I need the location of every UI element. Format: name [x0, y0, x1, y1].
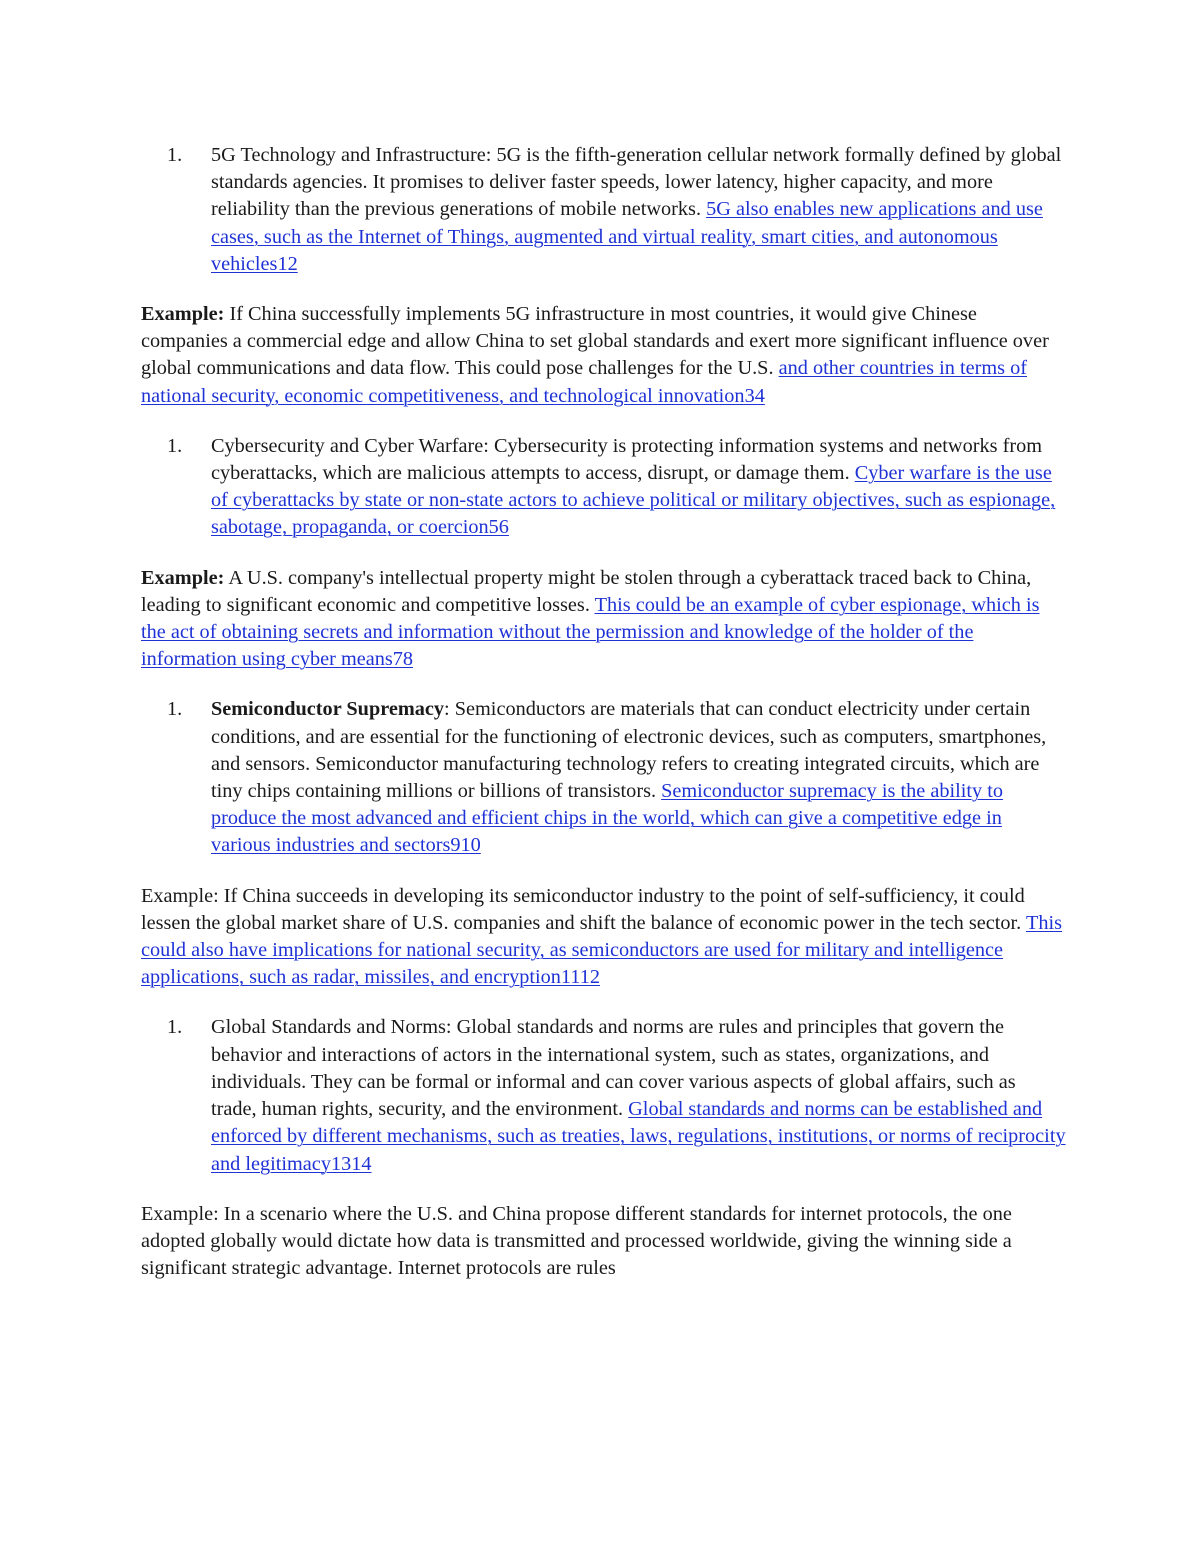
example-link-5g[interactable]: and other countries in terms of national security, economic competitiveness, and technological innovation34	[141, 357, 1027, 407]
term-cybersecurity: Cybersecurity and Cyber Warfare	[211, 434, 484, 457]
example-text: In a scenario where the U.S. and China propose different standards for internet protocols, the one adopted globally would dictate how data is transmitted and processed worldwide, giving the winning side a significant strategic advantage. Internet protocols are rules	[141, 1202, 1012, 1280]
example-link-cyber[interactable]: This could be an example of cyber espionage, which is the act of obtaining secrets and information without the permission and knowledge of the holder of the information using cyber means78	[141, 593, 1040, 671]
example-label: Example:	[141, 1202, 219, 1225]
example-label: Example:	[141, 884, 219, 907]
list-item-global-standards	[141, 1014, 1066, 1177]
example-paragraph-semiconductor	[141, 883, 1066, 992]
term-semiconductor: Semiconductor Supremacy	[211, 698, 445, 721]
list-item-text	[211, 433, 1066, 542]
list-item-text	[211, 1014, 1066, 1177]
example-paragraph-5g	[141, 301, 1066, 410]
term-global-standards: Global Standards and Norms	[211, 1016, 446, 1039]
example-text: If China succeeds in developing its semiconductor industry to the point of self-sufficiency, it could lessen the global market share of U.S. companies and shift the balance of economic power in the tech sector.	[141, 884, 1026, 934]
list-number: 1.	[167, 144, 183, 166]
example-paragraph-global-standards	[141, 1201, 1066, 1283]
example-text: A U.S. company's intellectual property might be stolen through a cyberattack traced back to China, leading to significant economic and competitive losses.	[141, 566, 1032, 616]
list-item-cybersecurity	[141, 433, 1066, 542]
example-label: Example:	[141, 303, 225, 326]
list-number: 1.	[167, 1016, 183, 1039]
citation-link-5g[interactable]: 5G also enables new applications and use cases, such as the Internet of Things, augmented and virtual reality, smart cities, and autonomous vehicles12	[211, 198, 1043, 275]
term-5g: 5G Technology and Infrastructure	[211, 144, 486, 166]
example-text: If China successfully implements 5G infrastructure in most countries, it would give Chinese companies a commercial edge and allow China to set global standards and exert more significant influence over global communications and data flow. This could pose challenges for the U.S.	[141, 303, 1049, 380]
description-global-standards: : Global standards and norms are rules and principles that govern the behavior and interactions of actors in the international system, such as states, organizations, and individuals. They can be formal or informal and can cover various aspects of global affairs, such as trade, human rights, security, and the environment.	[211, 1016, 1016, 1121]
citation-link-cyber-warfare[interactable]: Cyber warfare is the use of cyberattacks by state or non-state actors to achieve political or military objectives, such as espionage, sabotage, propaganda, or coercion56	[211, 462, 1056, 539]
example-label: Example:	[141, 566, 225, 589]
description-semiconductor: : Semiconductors are materials that can conduct electricity under certain conditions, and are essential for the functioning of electronic devices, such as computers, smartphones, and sensors. Semiconductor manufacturing technology refers to creating integrated circuits, which are tiny chips containing millions or billions of transistors.	[211, 698, 1047, 803]
document-body	[141, 142, 1066, 1282]
list-number: 1.	[167, 434, 183, 457]
description-5g: : 5G is the fifth-generation cellular network formally defined by global standards agencies. It promises to deliver faster speeds, lower latency, higher capacity, and more reliability than the previous generations of mobile networks.	[211, 144, 1062, 221]
description-cybersecurity: : Cybersecurity is protecting information systems and networks from cyberattacks, which are malicious attempts to access, disrupt, or damage them.	[211, 434, 1043, 485]
example-link-semiconductor[interactable]: This could also have implications for national security, as semiconductors are used for military and intelligence applications, such as radar, missiles, and encryption1112	[141, 911, 1063, 989]
list-item-text	[211, 142, 1066, 278]
list-item-semiconductor	[141, 696, 1066, 859]
list-item-text	[211, 696, 1066, 859]
list-item-5g	[141, 142, 1066, 278]
list-number: 1.	[167, 698, 183, 721]
citation-link-semiconductor[interactable]: Semiconductor supremacy is the ability to produce the most advanced and efficient chips in the world, which can give a competitive edge in various industries and sectors910	[211, 780, 1003, 857]
example-paragraph-cyber	[141, 565, 1066, 674]
citation-link-global-standards[interactable]: Global standards and norms can be established and enforced by different mechanisms, such as treaties, laws, regulations, institutions, or norms of reciprocity and legitimacy1314	[211, 1098, 1066, 1175]
